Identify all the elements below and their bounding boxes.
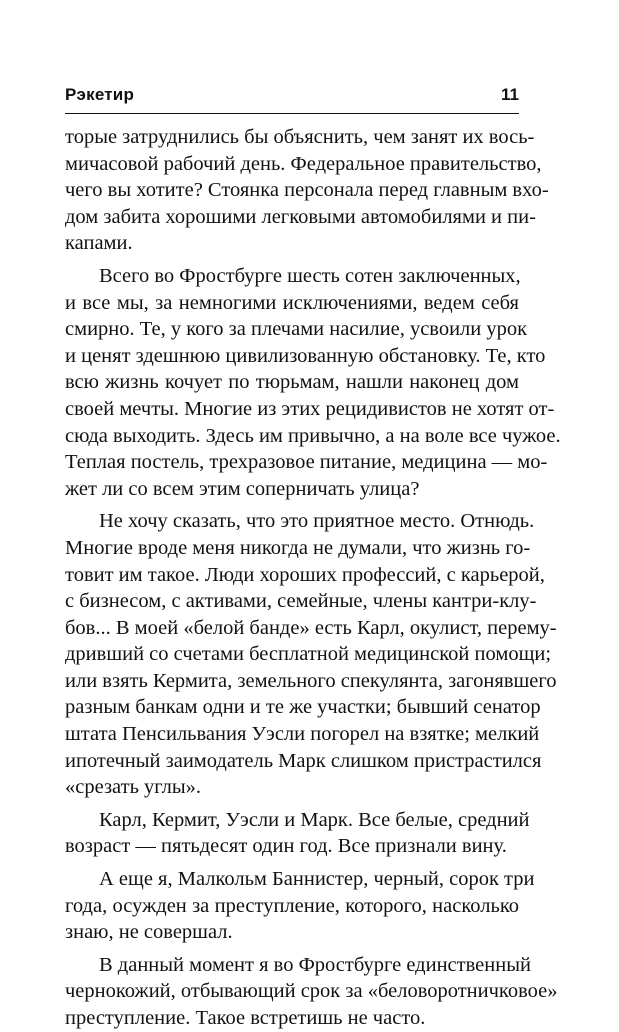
page-number: 11 — [501, 85, 519, 104]
paragraph — [65, 952, 558, 1032]
header-rule — [65, 113, 519, 114]
text-line: знаю, не совершал. — [65, 921, 233, 944]
running-title: Рэкетир — [65, 85, 135, 104]
text-line: разным банкам одни и те же участки; бывший сенатор — [65, 696, 541, 719]
paragraph — [65, 508, 557, 801]
text-line: возраст — пятьдесят один год. Все признали вину. — [65, 835, 507, 858]
text-line: В данный момент я во Фростбурге единственный — [99, 953, 531, 976]
text-line: А еще я, Малкольм Баннистер, черный, сорок три — [99, 868, 535, 891]
text-line: торые затруднились бы объяснить, чем занят их вось- — [65, 126, 535, 148]
text-line: дом забита хорошими легковыми автомобилями и пи- — [65, 205, 536, 228]
text-line: товит им такое. Люди хороших профессий, с карьерой, — [65, 563, 545, 586]
paragraph — [65, 866, 535, 946]
text-line: преступление. Такое встретишь не часто. — [65, 1007, 426, 1029]
text-line: с бизнесом, с активами, семейные, члены кантри-клу- — [65, 590, 537, 613]
text-line: бов... В моей «белой банде» есть Карл, окулист, перему- — [65, 616, 557, 639]
text-line: мичасовой рабочий день. Федеральное правительство, — [65, 152, 542, 175]
text-line: штата Пенсильвания Уэсли погорел на взятке; мелкий — [65, 723, 540, 746]
text-line: и ценят здешнюю цивилизованную обстановку. Те, кто — [65, 344, 546, 367]
paragraph — [65, 124, 549, 257]
text-line: ипотечный заимодатель Марк слишком пристрастился — [65, 749, 542, 772]
text-line: чернокожий, отбывающий срок за «беловоротничковое» — [65, 980, 558, 1003]
text-line: и все мы, за немногими исключениями, ведем себя — [65, 291, 519, 314]
text-line: года, осужден за преступление, которого, насколько — [65, 894, 519, 917]
text-line: сюда выходить. Здесь им привычно, а на воле все чужое. — [65, 424, 561, 447]
text-line: смирно. Те, у кого за плечами насилие, усвоили урок — [65, 318, 528, 341]
text-line: жет ли со всем этим соперничать улица? — [65, 477, 420, 500]
body-text — [65, 124, 561, 1032]
text-line: Карл, Кермит, Уэсли и Марк. Все белые, средний — [99, 808, 530, 831]
text-line: чего вы хотите? Стоянка персонала перед главным вхо- — [65, 179, 549, 202]
text-line: Всего во Фростбурге шесть сотен заключенных, — [99, 264, 521, 287]
text-line: Многие вроде меня никогда не думали, что жизнь го- — [65, 536, 531, 559]
text-line: дривший со счетами бесплатной медицинской помощи; — [65, 643, 552, 666]
text-line: Теплая постель, трехразовое питание, медицина — мо- — [65, 451, 548, 474]
text-line: Не хочу сказать, что это приятное место. Отнюдь. — [99, 510, 535, 533]
running-head — [65, 84, 519, 106]
text-line: всю жизнь кочует по тюрьмам, нашли наконец дом — [65, 371, 519, 394]
paragraph — [65, 263, 561, 502]
text-line: «срезать углы». — [65, 776, 202, 799]
text-line: или взять Кермита, земельного спекулянта, загонявшего — [65, 669, 557, 692]
paragraph — [65, 807, 530, 860]
text-line: своей мечты. Многие из этих рецидивистов не хотят от- — [65, 397, 555, 420]
text-line: капами. — [65, 232, 133, 255]
